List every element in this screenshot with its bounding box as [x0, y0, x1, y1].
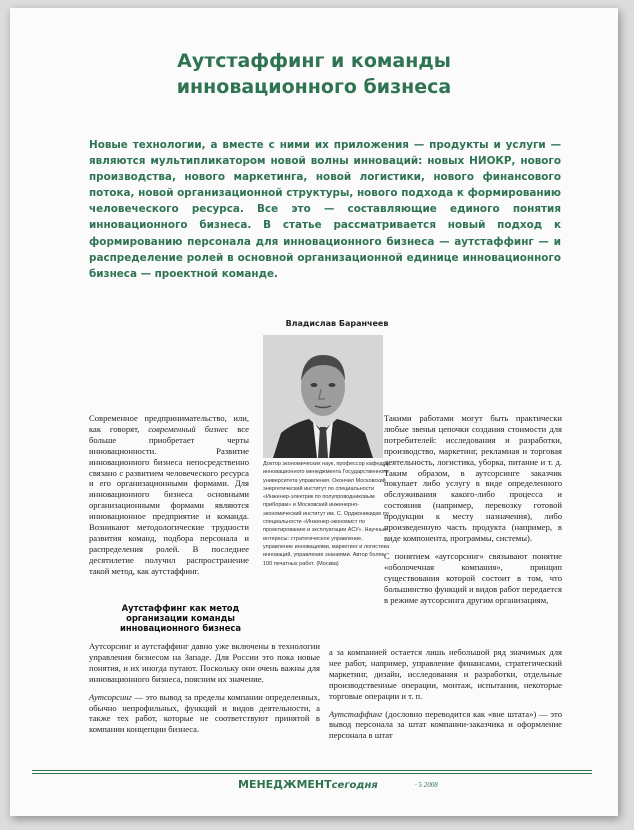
footer-rule — [32, 770, 592, 771]
emphasis-text: Аутсорсинг — [89, 691, 132, 702]
magazine-page — [10, 8, 618, 816]
right-column-lower — [329, 647, 562, 748]
emphasis-text: Аутстаффинг — [329, 708, 383, 719]
right-lower-paragraph-1: а за компанией остается лишь небольшой ряд значимых для нее работ, например, управление финансами, стратегический маркетинг, дизайн, исследования и разработки, отдельные производственные операции, монтаж, испытания, некоторые торговые операции и т. п. — [329, 647, 562, 701]
right-column — [384, 413, 562, 612]
paragraph-outsourcing-intro: Аутсорсинг и аутстаффинг давно уже включены в технологии управления бизнесом на Западе. Для России это пока новые понятия, и их иногда путают. Поскольку они очень важны для инновационного бизнеса, поясним их значение. — [89, 641, 320, 684]
author-photo — [263, 335, 383, 458]
right-paragraph-2: С понятием «аутсорсинг» связывают понятие «оболочечная компания», принцип существования которой состоит в том, что большинство функций и видов работ передается в режиме аутсорсинга другим организациям, — [384, 550, 562, 605]
footer-rule — [32, 773, 592, 774]
paragraph-outsourcing-def — [89, 692, 320, 736]
title-line-1: Аутстаффинг и команды — [177, 50, 451, 72]
text-run: Современное предпринимательство, или, как говорят, — [89, 413, 249, 434]
page-number: · 5 2008 — [415, 781, 438, 789]
emphasis-text: современный бизнес — [148, 423, 229, 434]
article-title — [10, 48, 618, 100]
right-lower-paragraph-2 — [329, 709, 562, 742]
author-name: Владислав Баранчеев — [285, 319, 389, 328]
lower-left-column — [89, 641, 320, 742]
portrait-image — [263, 335, 383, 458]
right-paragraph-1: Такими работами могут быть практически любые звенья цепочки создания стоимости для потребителей: исследования и разработки, производство, маркетинг, рекламная и торговая деятельность, логистика, уборка, питание и т. д. Таким образом, в аутсорсинге заказчик покупает либо услугу в виде определенного обслуживания какого-либо процесса и состояния (например, перевозку готовой продукции к месту назначения), либо произведенную часть продукта (например, в виде компонента, программы, системы). — [384, 413, 562, 543]
magazine-brand — [238, 778, 378, 791]
title-line-2: инновационного бизнеса — [176, 76, 452, 98]
brand-subtitle: сегодня — [331, 780, 378, 791]
left-column — [89, 413, 249, 584]
author-bio: Доктор экономических наук, профессор кафедры инновационного менеджмента Государственного университета управления. Окончил Московский энергетический институт по специальности «Инженер-электрик по полупроводниковым приборам» и Московский инженерно-экономический институт им. С. Орджоникидзе по специальности «Инженер-экономист по проектированию и эксплуатации АСУ». Научные интересы: стратегическое управление, управление инновациями, маркетинг и логистика инноваций, управление знаниями. Автор более 100 печатных работ. (Москва) — [263, 461, 390, 567]
left-paragraph-1 — [89, 413, 249, 577]
text-run: все больше приобретает черты инновационности. Развитие инновационного бизнеса непосредственно связано с развитием человеческого ресурса и его организационными формами. Для инновационного бизнеса основными организационными формами являются инновационное предприятие и команда. Возникают методологические трудности развития команд, подбора персонала и распределения ролей. В последнее десятилетие получил распространение такой метод, как аутстаффинг. — [89, 423, 249, 576]
text-run: — это вывод за пределы компании определенных, обычно непрофильных, функций и видов деятельности, а также тех работ, которые не соответствуют принятой в компании концепции бизнеса. — [89, 691, 320, 735]
article-lead: Новые технологии, а вместе с ними их приложения — продукты и услуги — являются мультипликатором новой волны инноваций: новых НИОКР, нового производства, нового маркетинга, новой логистики, нового финансового потока, новой организационной структуры, нового подхода к формированию человеческого ресурса. Все это — составляющие единого понятия инновационного бизнеса. В статье рассматривается новый подход к формированию персонала для инновационного бизнеса — аутстаффинг — и распределение ролей в основной организационной единице инновационного бизнеса — проектной команде. — [89, 139, 561, 280]
section-subheading: Аутстаффинг как метод организации команды инновационного бизнеса — [119, 603, 241, 633]
text-run: (дословно переводится как «вне штата») — это вывод персонала за штат компании-заказчика и оформление персонала в штат — [329, 708, 562, 741]
brand-name: МЕНЕДЖМЕНТ — [238, 778, 332, 791]
